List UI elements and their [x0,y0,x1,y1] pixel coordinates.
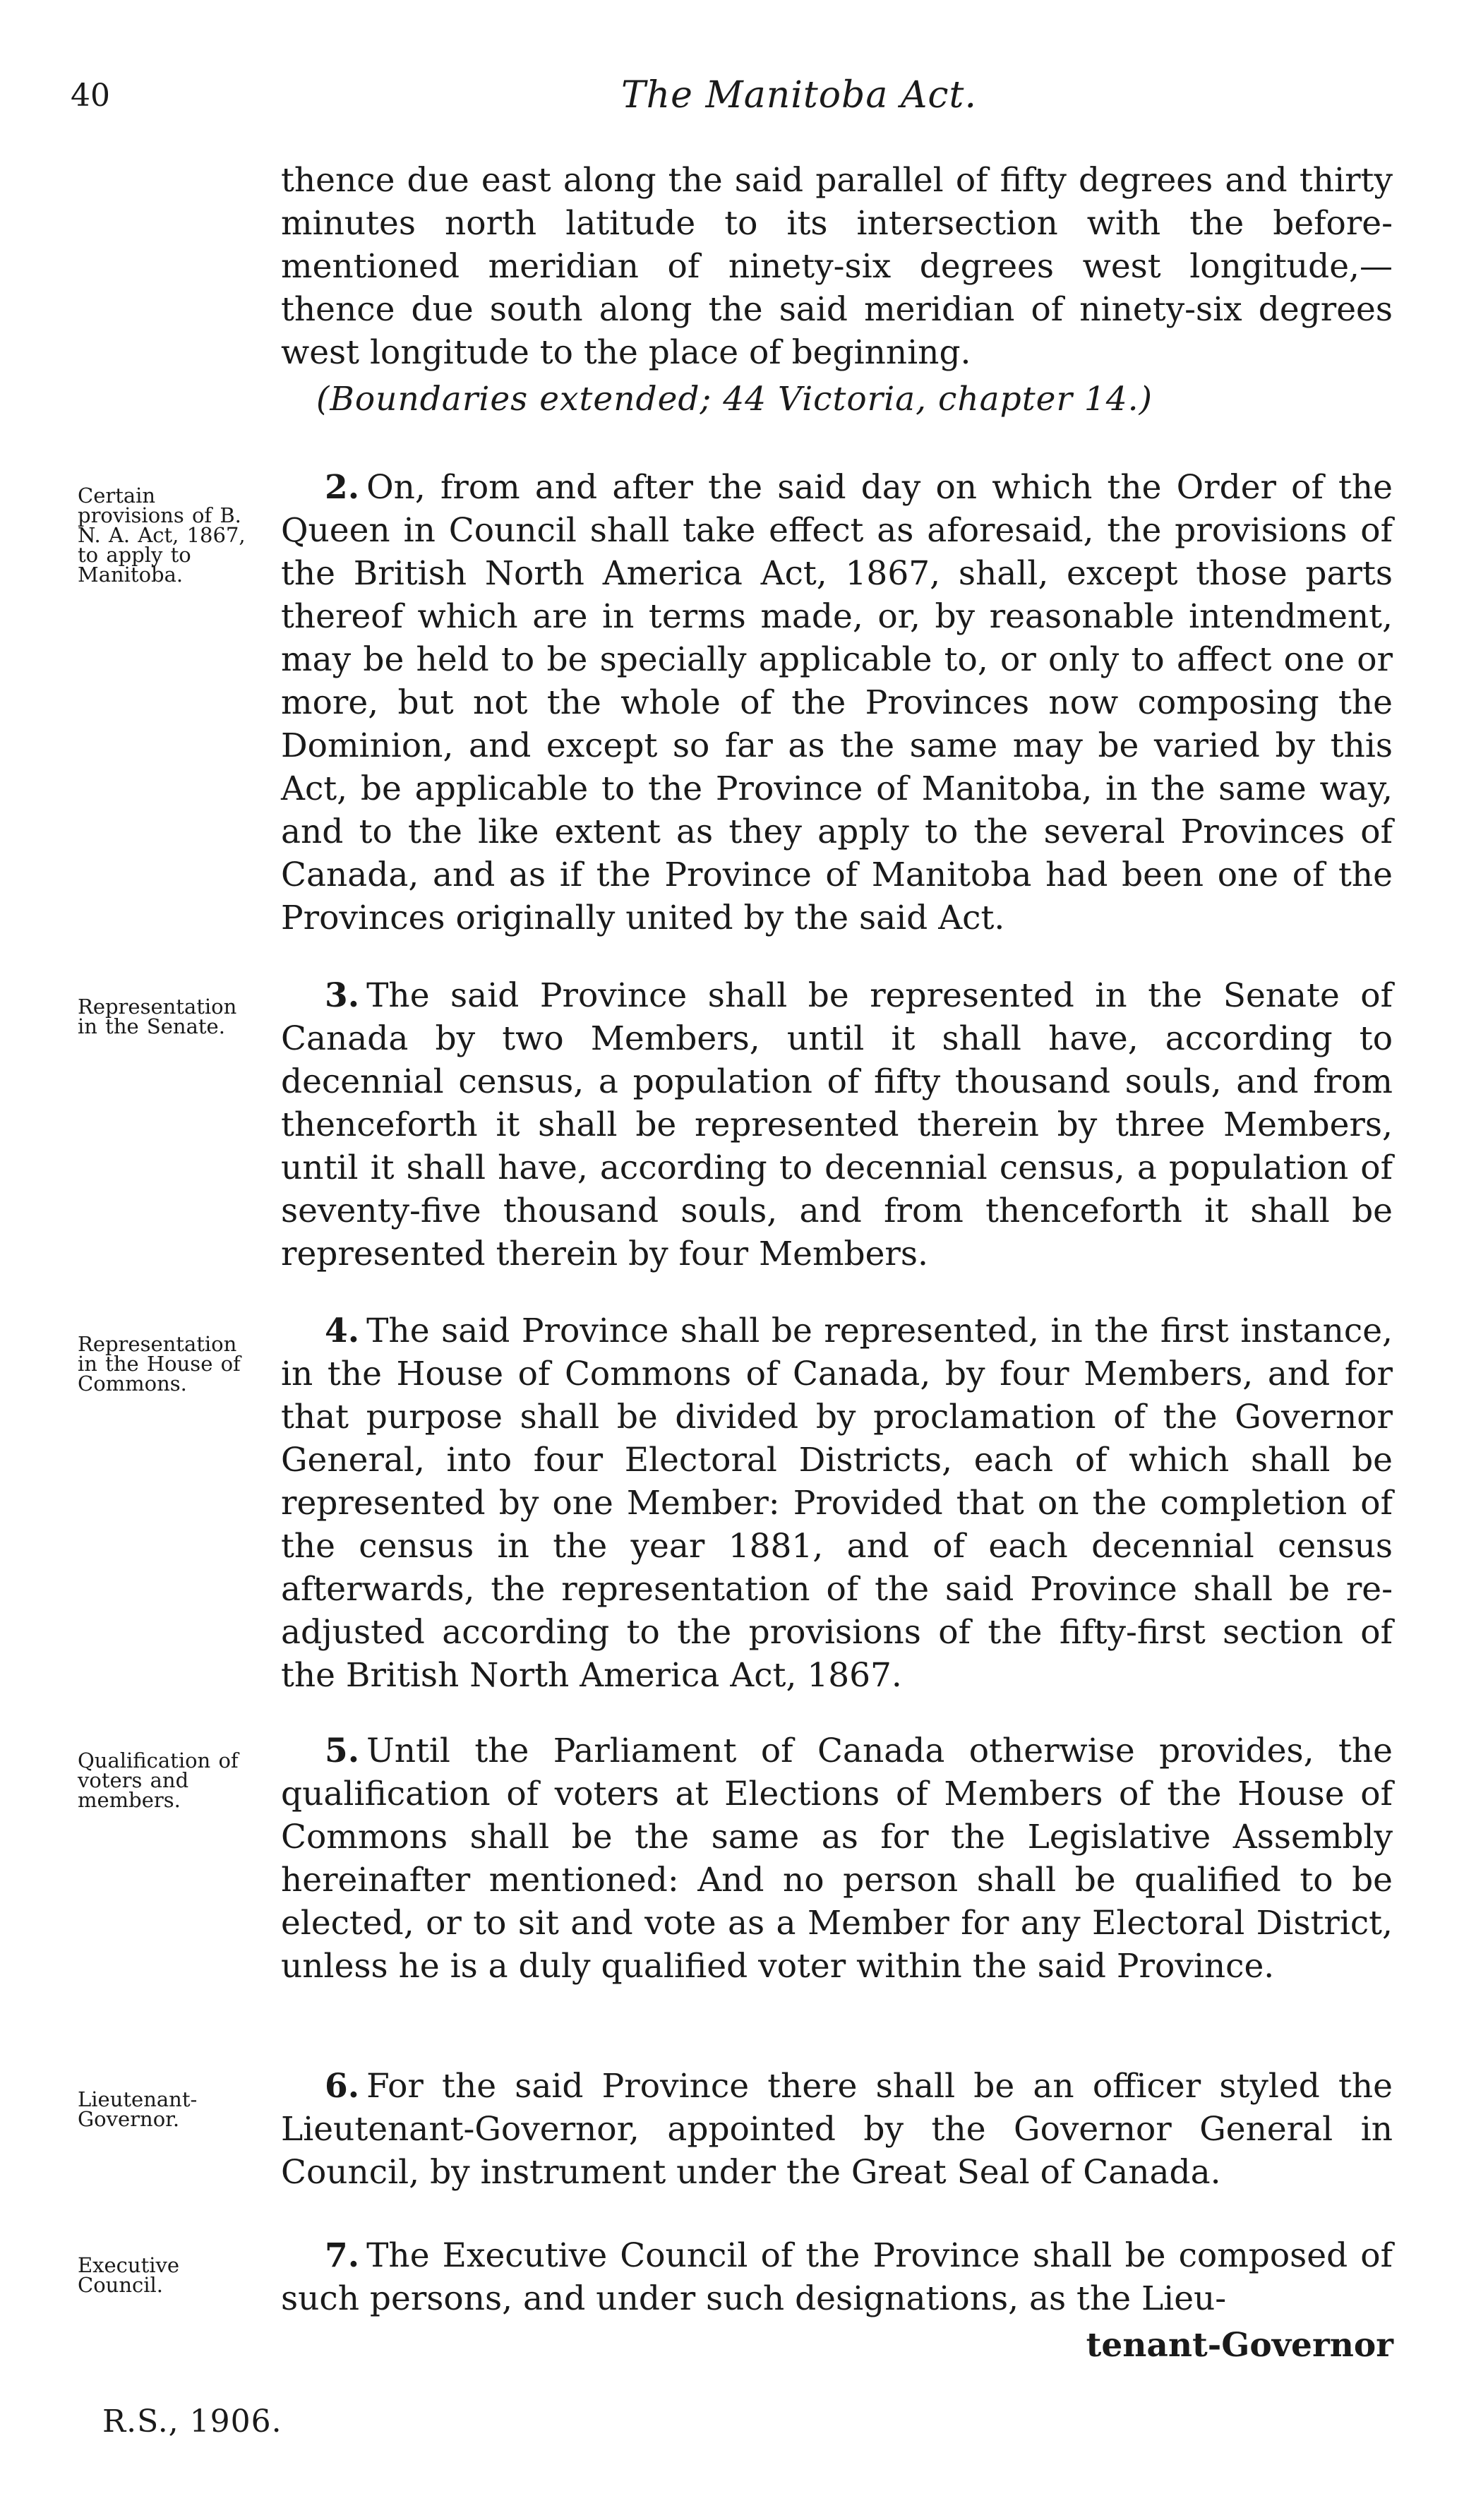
running-title: The Manitoba Act. [621,74,977,116]
citation: (Boundaries extended; 44 Victoria, chapter 14.) [316,380,1153,419]
section-number: 5. [325,1732,360,1770]
section-text: The said Province shall be represented in the Senate of Canada by two Members, until it shall have, according to decennial census, a population of fifty thousand souls, and from thenceforth it shall be represented therein by three Members, until it shall have, according to decennial census, a population of seventy-five thousand souls, and from thenceforth it shall be represented therein by four Members. [281,976,1393,1273]
section-6 [281,2065,1393,2194]
section-5 [281,1729,1393,1988]
section-3 [281,974,1393,1276]
page-number: 40 [71,78,110,114]
section-text: Until the Parliament of Canada otherwise provides, the qualification of voters at Elections of Members of the House of Commons shall be the same as for the Legislative Assembly hereinafter mentioned: And no person shall be qualified to be elected, or to sit and vote as a Member for any Electoral District, unless he is a duly qualified voter within the said Province. [281,1732,1393,1986]
section-text: For the said Province there shall be an officer styled the Lieutenant-Governor, appointed by the Governor General in Council, by instrument under the Great Seal of Canada. [281,2067,1393,2192]
section-2 [281,466,1393,940]
margin-note-section-6: Lieutenant-Governor. [78,2087,198,2131]
margin-note-section-5: Qualification of voters and members. [78,1748,239,1812]
section-7 [281,2234,1393,2320]
margin-note-section-2: Certain provisions of B. N. A. Act, 1867, to apply to Manitoba. [78,484,246,587]
continuation-paragraph: thence due east along the said parallel of fifty degrees and thirty minutes north latitude to its intersection with the before-mentioned meridian of ninety-six degrees west longitude,—thence due south along the said meridian of ninety-six degrees west longitude to the place of beginning. [281,161,1393,372]
section-number: 3. [325,976,360,1015]
margin-note-section-7: Executive Council. [78,2253,180,2297]
section-text: The Executive Council of the Province shall be composed of such persons, and under such designations, as the Lieu- [281,2236,1393,2318]
margin-note-section-3: Representation in the Senate. [78,995,237,1038]
section-number: 7. [325,2236,360,2275]
section-number: 4. [325,1312,360,1350]
section-number: 2. [325,468,360,507]
section-text: The said Province shall be represented, in the first instance, in the House of Commons of Canada, by four Members, and for that purpose shall be divided by proclamation of the Governor General, into four Electoral Districts, each of which shall be represented by one Member: Provided that on the completion of the census in the year 1881, and of each decennial census afterwards, the representation of the said Province shall be re-adjusted according to the provisions of the fifty-first section of the British North America Act, 1867. [281,1312,1393,1695]
catchword: tenant-Governor [1086,2326,1393,2365]
section-text: On, from and after the said day on which the Order of the Queen in Council shall take effect as aforesaid, the provisions of the British North America Act, 1867, shall, except those parts thereof which are in terms made, or, by reasonable intendment, may be held to be specially applicable to, or only to affect one or more, but not the whole of the Provinces now composing the Dominion, and except so far as the same may be varied by this Act, be applicable to the Province of Manitoba, in the same way, and to the like extent as they apply to the several Provinces of Canada, and as if the Province of Manitoba had been one of the Provinces originally united by the said Act. [281,468,1393,937]
section-4 [281,1309,1393,1697]
section-number: 6. [325,2067,360,2106]
margin-note-section-4: Representation in the House of Commons. [78,1332,241,1396]
footer-reference: R.S., 1906. [102,2404,282,2440]
